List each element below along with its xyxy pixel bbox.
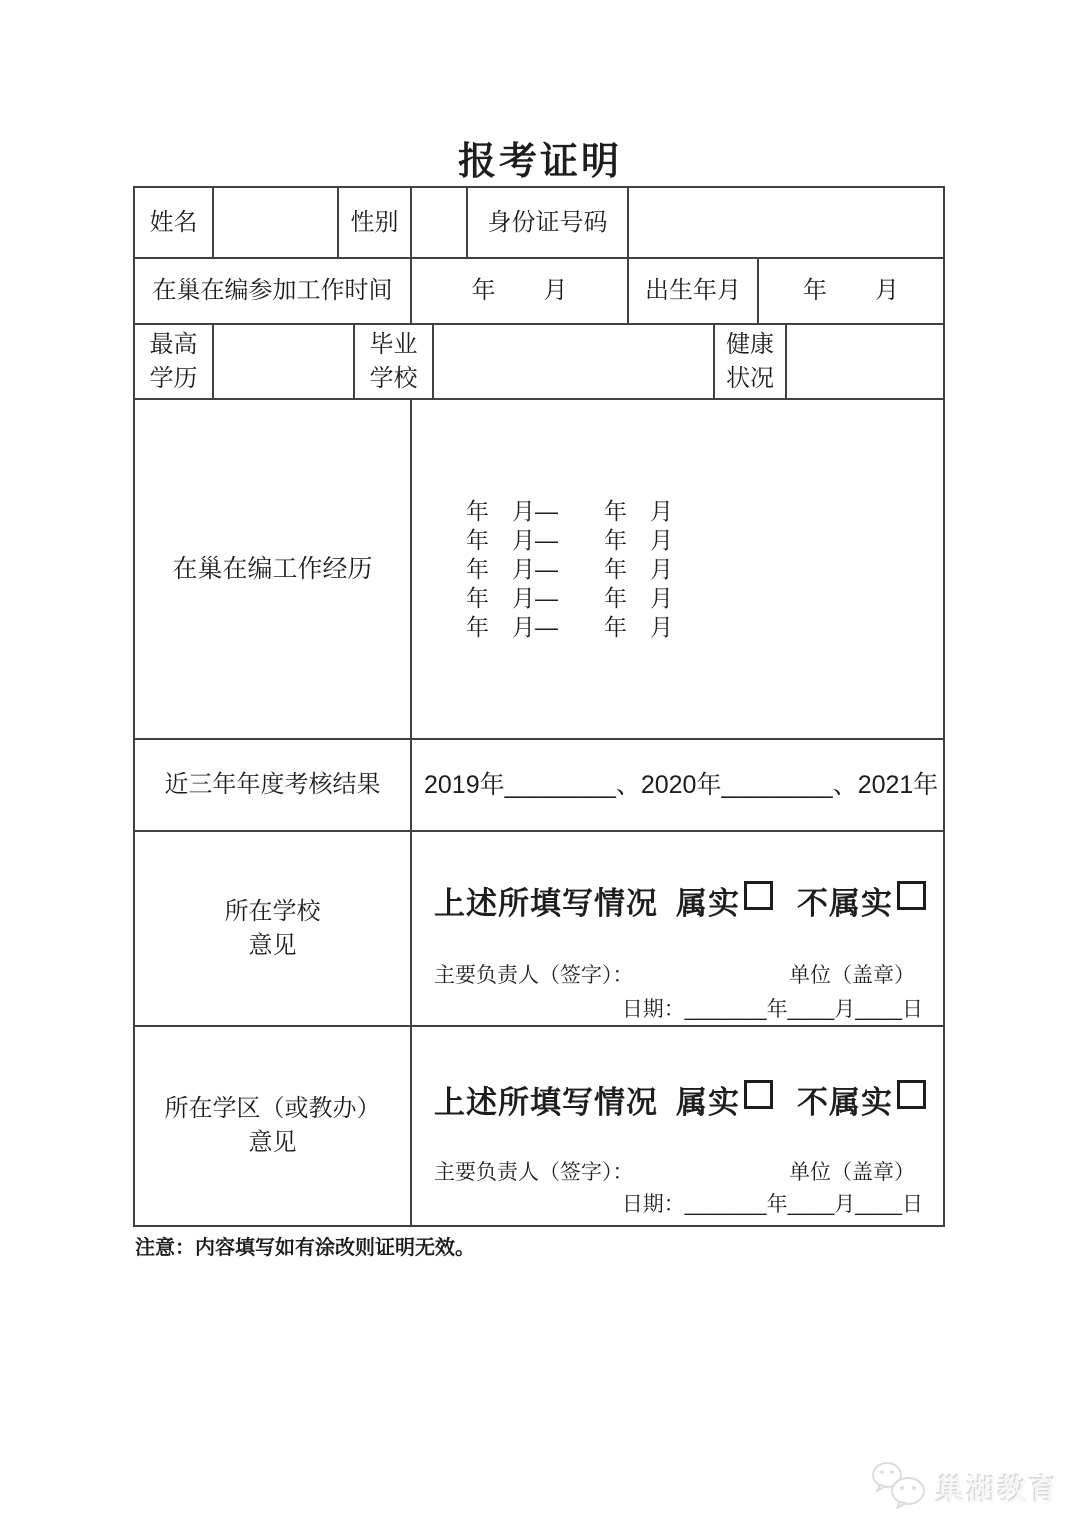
school-opinion-label [135,832,412,1025]
assessment-label: 近三年年度考核结果 [135,740,412,830]
school-value-cell[interactable] [434,325,715,398]
school-label-line: 学校 [369,364,418,392]
birth-value-cell[interactable]: 年 月 [803,277,899,304]
school-opinion-label-line: 所在学校 [224,897,321,925]
option-false-checkbox[interactable] [897,881,926,910]
school-opinion-label-line: 意见 [248,931,297,959]
experience-line: 年 月— 年 月 [466,497,673,524]
signer-line [434,1159,929,1187]
table-row [135,325,943,400]
health-label-line: 健康 [726,330,774,358]
seal-label: 单位（盖章） [789,964,915,987]
name-label: 姓名 [135,188,214,257]
option-false-checkbox[interactable] [897,1080,926,1109]
option-true-checkbox[interactable] [744,1080,773,1109]
table-row [135,400,943,740]
footer-note: 注意：内容填写如有涂改则证明无效。 [135,1237,475,1259]
experience-line: 年 月— 年 月 [466,526,673,553]
statement-line [434,882,929,926]
table-row [135,832,943,1027]
statement-text: 上述所填写情况 [434,886,658,921]
gender-label: 性别 [339,188,412,257]
education-label [135,325,214,398]
statement-text: 上述所填写情况 [434,1085,658,1120]
signer-label: 主要负责人（签字）： [434,964,634,987]
gender-value-cell[interactable] [412,188,468,257]
health-label [715,325,787,398]
certificate-form-table [133,186,945,1227]
option-true-label: 属实 [676,886,740,921]
wechat-icon [870,1460,928,1517]
table-row [135,740,943,832]
option-false-label: 不属实 [797,1085,893,1120]
name-value-cell[interactable] [214,188,339,257]
signer-line [434,962,929,990]
health-value-cell[interactable] [787,325,943,398]
date-line: 日期：_______年____月____日 [621,998,923,1021]
table-row [135,1027,943,1225]
option-false-label: 不属实 [797,886,893,921]
health-label-line: 状况 [726,364,774,392]
work-time-value-cell[interactable]: 年 月 [412,259,629,323]
watermark [870,1460,1060,1517]
experience-label: 在巢在编工作经历 [135,400,412,738]
assessment-value-cell[interactable]: 2019年________、2020年________、2021年 [424,771,939,799]
education-label-line: 最高 [149,330,198,358]
signer-label: 主要负责人（签字）： [434,1161,634,1184]
date-line: 日期：_______年____月____日 [621,1193,923,1216]
seal-label: 单位（盖章） [789,1161,915,1184]
option-true-label: 属实 [676,1085,740,1120]
district-opinion-label-line: 所在学区（或教办） [164,1095,381,1122]
table-row [135,259,943,325]
experience-line: 年 月— 年 月 [466,584,673,611]
experience-line: 年 月— 年 月 [466,613,673,640]
district-opinion-label-line: 意见 [248,1129,297,1156]
education-label-line: 学历 [149,364,198,392]
id-number-value-cell[interactable] [629,188,943,257]
watermark-text: 巢湖教育 [935,1475,1060,1507]
district-opinion-label [135,1027,412,1225]
option-true-checkbox[interactable] [744,881,773,910]
district-opinion-content [412,1027,943,1225]
school-label-line: 毕业 [369,330,418,358]
id-number-label: 身份证号码 [468,188,629,257]
experience-line: 年 月— 年 月 [466,555,673,582]
work-time-label: 在巢在编参加工作时间 [135,259,412,323]
statement-line [434,1081,929,1125]
education-value-cell[interactable] [214,325,355,398]
school-label [355,325,434,398]
birth-label: 出生年月 [629,259,759,323]
table-row [135,188,943,259]
page-title: 报考证明 [457,141,622,183]
experience-value-cell[interactable] [412,400,943,738]
school-opinion-content [412,832,943,1025]
